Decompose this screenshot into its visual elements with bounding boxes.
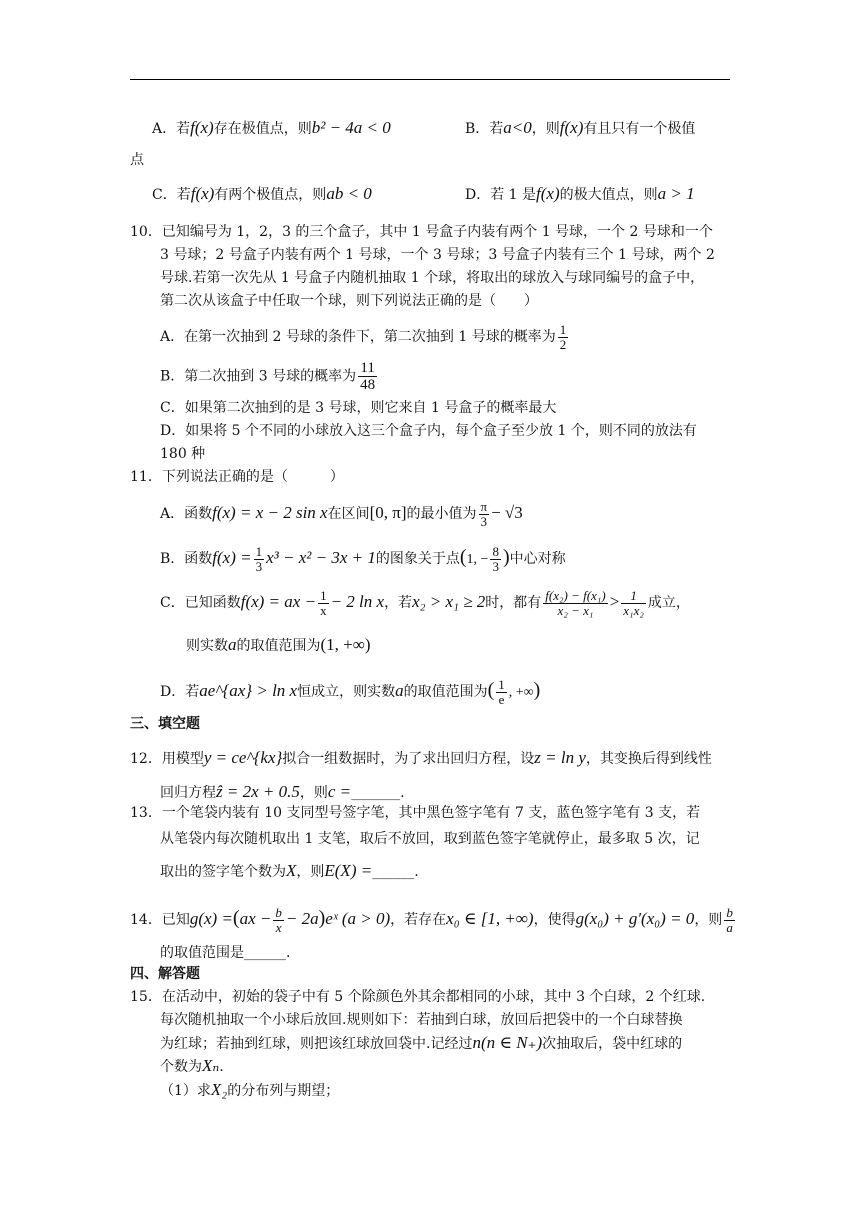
q12-t3: ，其变换后得到线性 [585,751,712,767]
q11-c-fden: x₂ − x₁ [557,602,594,618]
q11-d-den: e [498,691,505,707]
q14-fnum: b [726,904,733,920]
q10-option-c: C．如果第二次抽到的是 3 号球，则它来自 1 号盒子的概率最大 [160,400,557,416]
q11-b-pt-num: 8 [492,543,499,559]
q9-option-d [465,184,695,205]
q9-d-math2: a > 1 [657,184,695,203]
q11-d-num: 1 [498,676,505,692]
section-solution-heading: 四、解答题 [130,966,200,982]
q14-frac1 [273,906,284,935]
q11-a-m1: f(x) = x − 2 sin x [212,503,328,522]
q11-c-frac1 [318,589,329,618]
q14-p2: − 2a [285,909,319,928]
header-rule [130,79,730,80]
q15-line2: 每次随机抽取一个小球后放回.规则如下：若抽到白球，放回后把袋中的一个白球替换 [160,1012,683,1028]
q13-m1: E(X) = [324,861,373,880]
q9-b-text3: 有且只有一个极值 [583,121,696,137]
q10-line1: 10．已知编号为 1，2，3 的三个盒子，其中 1 号盒子内装有两个 1 号球，一个 2 号球和一个 [130,224,713,240]
q14-num: b [275,904,282,920]
q11-d-t3: 的取值范围为 [403,684,488,700]
q15-t3: 个数为 [160,1059,202,1075]
q11-d-t2: 恒成立，则实数 [297,684,396,700]
q15-line1: 15．在活动中，初始的袋子中有 5 个除颜色外其余都相同的小球，其中 3 个白球，2 个红球. [130,989,706,1005]
q14-m1: g(x) = [189,909,233,928]
q11-d-m1: ae^{ax} > ln x [199,681,298,700]
q12-m1: y = ce^{kx} [203,748,283,767]
q14-den: x [275,919,282,935]
q9-a-math2: b² − 4a < 0 [311,118,391,137]
q11-b-t3: 中心对称 [509,551,566,567]
q11-b-pt-frac [490,545,501,574]
q12-t4: 回归方程 [160,785,216,801]
q14-m4: g(x₀) + g′(x₀) = 0 [575,909,695,928]
q11-option-c-line2 [186,632,371,659]
q11-a-frac [479,500,490,529]
q14-t4: ，则 [694,912,723,928]
q10-b-text: B．第二次抽到 3 号球的概率为 [160,368,357,385]
q11-stem: 11．下列说法正确的是（ ） [130,469,344,485]
q9-b-math: a<0 [503,118,532,137]
q13-line2: 从笔袋内每次随机取出 1 支笔，取后不放回，取到蓝色签字笔就停止，最多取 5 次，记 [160,831,700,847]
q11-c-num: 1 [320,587,327,603]
q9-a-text: A．若 [152,121,191,137]
q10-b-den: 48 [360,377,376,393]
q15-sub1-m: X₂ [210,1080,228,1099]
q14-line2: 的取值范围是______. [160,945,291,961]
q10-line2: 3 号球；2 号盒子内装有两个 1 号球，一个 3 号球；3 号盒子内装有三个 1 号球，两个 2 [160,247,715,263]
q10-line4: 第二次从该盒子中任取一个球，则下列说法正确的是（ ） [160,293,538,309]
q14-m2: eˣ (a > 0) [325,909,391,928]
q11-b-num: 1 [255,543,263,559]
q11-c-m1: f(x) = ax − [240,592,317,611]
q11-a-int: [0, π] [369,503,407,522]
q11-option-c [160,584,690,621]
q12-m2: z = ln y [534,748,586,767]
section-fill-in-heading: 三、填空题 [130,716,200,732]
q11-a-t3: 的最小值为 [406,506,477,522]
q11-c2-t2: 的取值范围为 [236,638,321,654]
q11-c-t1: C．已知函数 [160,595,241,611]
q12-m3: ẑ = 2x + 0.5 [216,782,300,801]
q13-blank: ______. [372,864,419,880]
q10-line3: 号球.若第一次先从 1 号盒子内随机抽取 1 个球，将取出的球放入与球同编号的盒子中， [160,270,705,286]
q9-c-text: C．若 [152,187,191,203]
q9-d-text2: 的极大值点，则 [559,187,658,203]
q9-c-math: f(x) [190,184,215,203]
q11-b-pt1: 1, − [466,552,489,567]
q12-line2 [160,779,405,806]
q14-t2: ，若存在 [390,912,447,928]
q11-c-t3: 时，都有 [485,595,542,611]
q11-option-a [160,498,523,529]
q9-b-text2: ，则 [531,121,560,137]
q14-fden: a [726,919,733,935]
q9-option-b-cont: 点 [130,152,144,168]
q12-t2: 拟合一组数据时，为了求出回归方程，设 [282,751,535,767]
q11-a-t1: A．函数 [160,506,213,522]
q15-sub1-t2: 的分布列与期望； [227,1083,340,1099]
q10-option-b [160,360,379,393]
q11-c-m2: − 2 ln x [330,592,385,611]
q9-c-math2: ab < 0 [326,184,372,203]
q15-t4: . [219,1059,224,1075]
q11-option-b: B．函数f(x) = $\frac{1}{3}$ x³ − x² − 3x + 1的图象关于点(1, − $\frac{8}{3}$ )中心对称 [160,543,566,574]
q10-b-num: 11 [358,360,377,377]
q14-p1: ax − [239,909,272,928]
q11-option-d: D．若ae^{ax} > ln x恒成立，则实数a的取值范围为( $\frac{1}{e}$ , +∞) [160,676,541,707]
q11-b-den: 3 [255,558,263,574]
q13-line1: 13．一个笔袋内装有 10 支同型号签字笔，其中黑色签字笔有 7 支，蓝色签字笔有 3 支，若 [130,805,701,821]
q15-t2: 次抽取后，袋中红球的 [542,1036,683,1052]
q11-c-den: x [320,602,327,618]
q14-t3: ，使得 [533,912,576,928]
q12-line1 [130,745,712,772]
q10-a-text: A．在第一次抽到 2 号球的条件下，第二次抽到 1 号球的概率为 [160,329,556,345]
q10-a-den: 2 [559,336,567,352]
q11-d-t1: D．若 [160,684,200,700]
q11-c-frac3 [621,589,646,618]
q11-c-gt: > [609,592,620,611]
q14-line1: 14．已知g(x) =(ax − $\frac{b}{x}$ − 2a)eˣ (a > 0)，若存在x₀ ∈ [1, +∞)，使得g(x₀) + g′(x₀) = 0，则 $\frac{b}{a}$ [130,904,733,935]
q13-t2: ，则 [296,864,325,880]
q11-a-t2: 在区间 [327,506,370,522]
q11-d-tail: , +∞ [508,685,534,700]
q11-d-frac [496,678,507,707]
q11-c2-a: a [228,635,237,654]
q11-c-frac2 [543,589,607,618]
q14-m3: x₀ ∈ [1, +∞) [446,909,534,928]
q11-c-rnum: 1 [621,589,646,604]
q10-option-a [160,322,570,352]
q12-t5: ，则 [299,785,328,801]
q11-c-rden: x₁x₂ [623,602,644,618]
q11-a-num: π [480,498,488,514]
q11-b-t1: B．函数 [160,551,213,567]
q10-b-frac [358,360,377,393]
q11-c-m3: x₂ > x₁ ≥ 2 [412,592,486,611]
q15-m1: n(n ∈ N₊) [472,1033,543,1052]
q14-frac2 [724,906,735,935]
q9-d-math: f(x) [536,184,560,203]
q10-option-d1: D．如果将 5 个不同的小球放入这三个盒子内，每个盒子至少放 1 个，则不同的放法有 [160,423,697,439]
q15-m2: Xₙ [202,1056,220,1075]
q11-a-den: 3 [480,513,488,529]
q15-sub1-t1: （1）求 [160,1083,211,1099]
q13-line3 [160,858,419,885]
q9-b-text: B．若 [465,121,504,137]
q11-b-m1: f(x) = [212,548,252,567]
q10-a-num: 1 [559,321,567,337]
q11-b-m2: x³ − x² − 3x + 1 [266,548,376,567]
q15-line4 [160,1056,224,1077]
q10-option-d2: 180 种 [160,446,206,462]
q13-t1: 取出的签字笔个数为 [160,864,286,880]
q11-c-t4: 成立， [647,595,690,611]
q11-c2-t1: 则实数 [186,638,228,654]
q9-option-a [152,118,391,139]
q9-option-c [152,184,372,205]
q11-a-tail: − √3 [491,503,523,522]
q10-a-frac [558,323,569,352]
q9-option-b [465,118,695,139]
q9-b-math2: f(x) [559,118,584,137]
q11-d-a: a [395,681,404,700]
q12-t1: 12．用模型 [130,751,204,767]
q11-c-t2: ，若 [384,595,413,611]
q12-m4: c = [327,782,352,801]
q15-t1: 为红球；若抽到红球，则把该红球放回袋中.记经过 [160,1036,473,1052]
q9-c-text2: 有两个极值点，则 [214,187,327,203]
q11-c2-range: (1, +∞) [320,635,371,654]
q14-t1: 14．已知 [130,912,190,928]
q11-b-pt-den: 3 [492,558,499,574]
q9-a-text2: 存在极值点，则 [213,121,312,137]
q9-a-math: f(x) [190,118,214,137]
q11-b-t2: 的图象关于点 [375,551,460,567]
q9-d-text: D．若 1 是 [465,187,537,203]
q15-line3 [160,1033,682,1054]
q11-b-frac [254,545,265,574]
q12-blank: _______. [351,785,405,801]
q13-x: X [286,861,297,880]
q11-c-fnum: f(x₂) − f(x₁) [545,587,606,603]
q15-sub1 [160,1080,339,1101]
